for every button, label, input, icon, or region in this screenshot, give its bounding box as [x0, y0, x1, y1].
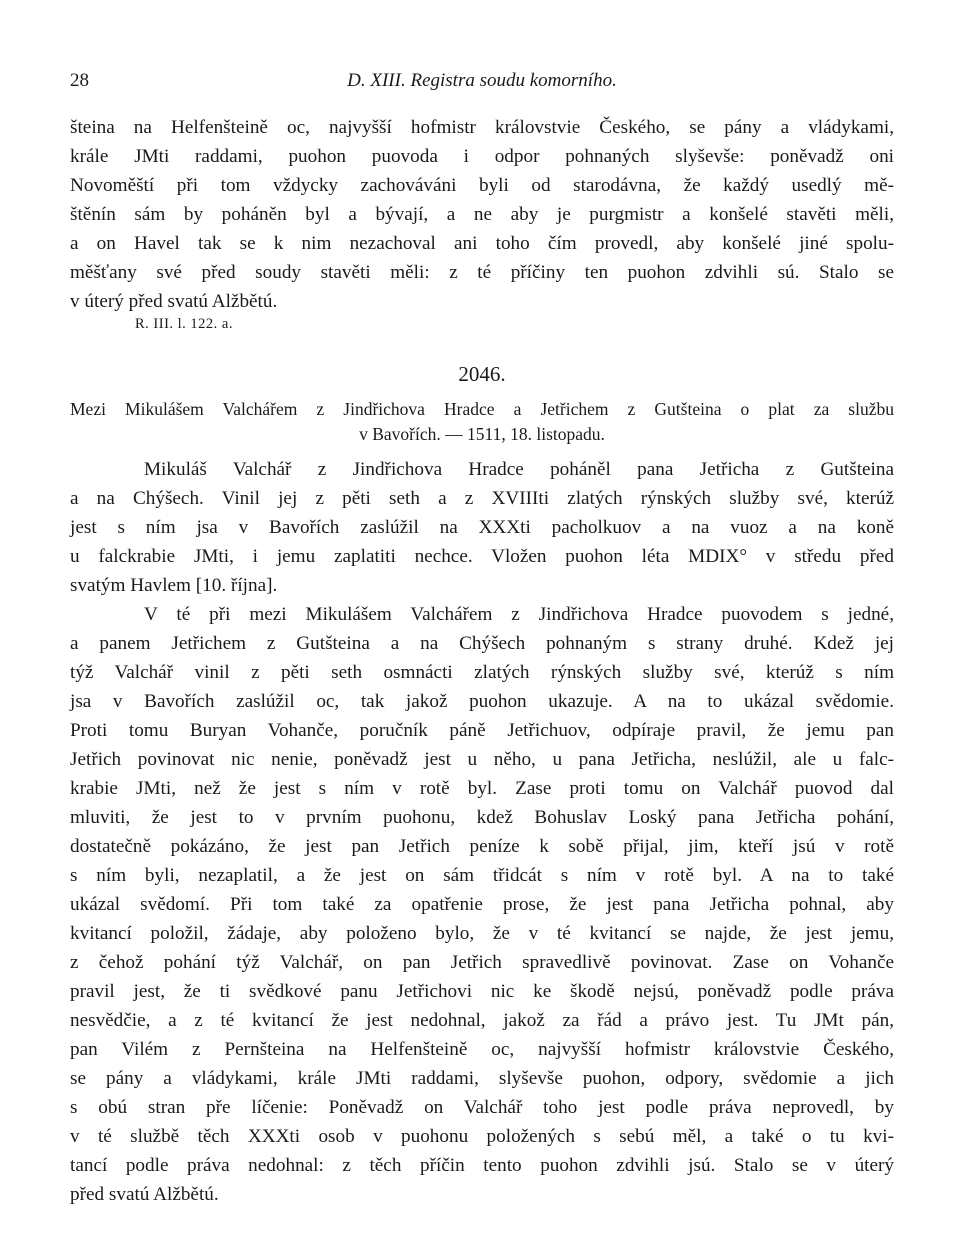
text-line: a na Chýšech. Vinil jej z pěti seth a z XVIIIti zlatých rýnských služby své, kterúž — [70, 488, 894, 509]
text-line: ukázal svědomí. Při tom také za opatřenie prose, že jest pana Jetřicha pohnal, aby — [70, 894, 894, 915]
text-line: jsa v Bavořích zaslúžil oc, tak jakož puohon ukazuje. A na to ukázal svědomie. — [70, 691, 894, 712]
text-line: s obú stran pře líčenie: Poněvadž on Valchář toho jest podle práva neprovedl, by — [70, 1097, 894, 1118]
paragraph-verdict — [70, 600, 894, 1209]
text-line: krabie JMti, než že jest s ním v rotě byl. Zase proti tomu on Valchář puovod dal — [70, 778, 894, 799]
text-line: u falckrabie JMti, i jemu zaplatiti nechce. Vložen puohon léta MDIX° v středu před — [70, 546, 894, 567]
paragraph-summons — [70, 455, 894, 600]
text-line: týž Valchář vinil z pěti seth osmnácti zlatých rýnských služby své, kterúž s ním — [70, 662, 894, 683]
text-line: Mikuláš Valchář z Jindřichova Hradce poháněl pana Jetřicha z Gutšteina — [144, 459, 894, 480]
text-line: v té službě těch XXXti osob v puohonu položených s sebú měl, a také o tu kvi- — [70, 1126, 894, 1147]
text-line: šteina na Helfenšteině oc, najvyšší hofmistr královstvie Českého, se pány a vládykami, — [70, 117, 894, 138]
text-line: a on Havel tak se k nim nezachoval ani toho čím provedl, aby konšelé jiné spolu- — [70, 233, 894, 254]
text-line: před svatú Alžbětú. — [70, 1184, 219, 1205]
text-line: pan Vilém z Pernšteina na Helfenšteině oc, najvyšší hofmistr královstvie Českého, — [70, 1039, 894, 1060]
text-line: a panem Jetřichem z Gutšteina a na Chýšech pohnaným s strany druhé. Kdež jej — [70, 633, 894, 654]
text-line: z čehož pohání týž Valchář, on pan Jetřich spravedlivě povinovat. Zase on Vohanče — [70, 952, 894, 973]
text-line: se pány a vládykami, krále JMti raddami, slyševše puohon, odpory, svědomie a jich — [70, 1068, 894, 1089]
entry-number: 2046. — [458, 362, 506, 386]
text-line: Proti tomu Buryan Vohanče, poručník páně Jetřichuov, odpíraje pravil, že jemu pan — [70, 720, 894, 741]
text-line: krále JMti raddami, puohon puovoda i odpor pohnaných slyševše: poněvadž oni — [70, 146, 894, 167]
text-line: s ním byli, nezaplatil, a že jest on sám třidcát s ním v rotě byl. A na to také — [70, 865, 894, 886]
page-number: 28 — [70, 70, 89, 91]
text-line: jest s ním jsa v Bavořích zaslúžil na XXXti pacholkuov a na vuoz a na koně — [70, 517, 894, 538]
text-line: pravil jest, že ti svědkové panu Jetřichovi nic ke škodě nejsú, poněvadž podle práva — [70, 981, 894, 1002]
text-line: Jetřich povinovat nic nenie, poněvadž jest u něho, u pana Jetřicha, neslúžil, ale u falc- — [70, 749, 894, 770]
text-line: mluviti, že jest to v prvním puohonu, kdež Bohuslav Loský pana Jetřicha pohání, — [70, 807, 894, 828]
text-line: V té při mezi Mikulášem Valchářem z Jindřichova Hradce puovodem s jedné, — [144, 604, 894, 625]
text-line: v úterý před svatú Alžbětú. — [70, 291, 278, 312]
text-line: nesvědčie, a z té kvitancí že jest nedohnal, jakož za řád a právo jest. Tu JMt pán, — [70, 1010, 894, 1031]
entry-heading: Mezi Mikulášem Valchářem z Jindřichova Hradce a Jetřichem z Gutšteina o plat za službu — [70, 399, 894, 419]
text-line: kvitancí položil, žádaje, aby položeno bylo, že v té kvitancí se najde, že jest jemu, — [70, 923, 894, 944]
text-line: svatým Havlem [10. října]. — [70, 575, 278, 596]
text-line: měšťany své před soudy stavěti měli: z té příčiny ten puohon zdvihli sú. Stalo se — [70, 262, 894, 283]
running-title: D. XIII. Registra soudu komorního. — [347, 70, 617, 91]
text-line: Novoměští při tom vždycky zachováváni byli od starodávna, že každý usedlý mě- — [70, 175, 894, 196]
running-head — [70, 70, 894, 96]
text-line: tancí podle práva nedohnal: z těch příčin tento puohon zdvihli jsú. Stalo se v úterý — [70, 1155, 894, 1176]
entry-heading-date: v Bavořích. — 1511, 18. listopadu. — [359, 424, 605, 444]
text-line: dostatečně pokázáno, že jest pan Jetřich peníze k sobě přijal, jim, kteří jsú v rotě — [70, 836, 894, 857]
continuation-paragraph — [70, 113, 894, 316]
text-line: štěnín sám by poháněn byl a bývají, a ne aby je purgmistr a konšelé stavěti měli, — [70, 204, 894, 225]
archive-reference: R. III. l. 122. a. — [135, 316, 233, 332]
